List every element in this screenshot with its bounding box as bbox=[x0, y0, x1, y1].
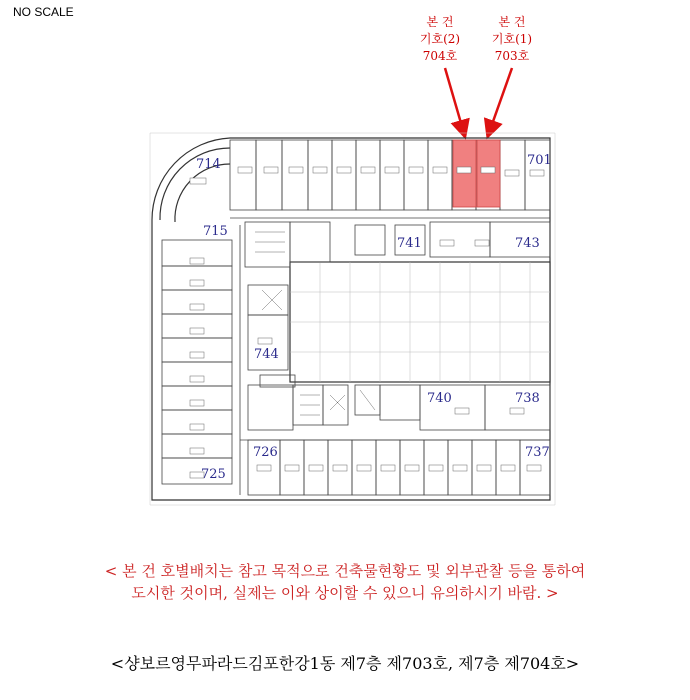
unit-label-741: 741 bbox=[397, 236, 422, 251]
unit-label-714: 714 bbox=[196, 157, 221, 172]
unit-label-701: 701 bbox=[527, 153, 552, 168]
arrow-704 bbox=[445, 68, 463, 130]
callout-703-line1: 본 건 bbox=[498, 15, 526, 29]
notice-line-1: < 본 건 호별배치는 참고 목적으로 건축물현황도 및 외부관찰 등을 통하여 bbox=[104, 562, 586, 580]
notice-line-2: 도시한 것이며, 실제는 이와 상이할 수 있으니 유의하시기 바람. > bbox=[131, 584, 559, 602]
plan-caption: <샹보르영무파라드김포한강1동 제7층 제703호, 제7층 제704호> bbox=[110, 654, 580, 673]
callout-703-line2: 기호(1) bbox=[491, 32, 533, 46]
unit-label-740: 740 bbox=[427, 391, 452, 406]
no-scale-label: NO SCALE bbox=[13, 5, 74, 19]
unit-label-726: 726 bbox=[253, 445, 278, 460]
unit-label-744: 744 bbox=[254, 347, 279, 362]
left-column-units bbox=[162, 225, 240, 495]
unit-label-725: 725 bbox=[201, 467, 226, 482]
callout-704-line3: 704호 bbox=[422, 49, 458, 63]
unit-label-743: 743 bbox=[515, 236, 540, 251]
callout-704-line2: 기호(2) bbox=[419, 32, 461, 46]
top-row-units bbox=[230, 140, 550, 218]
callout-703-line3: 703호 bbox=[494, 49, 530, 63]
callout-704-line1: 본 건 bbox=[426, 15, 454, 29]
unit-703-highlight bbox=[477, 140, 500, 207]
unit-label-715: 715 bbox=[203, 224, 228, 239]
unit-704-highlight bbox=[453, 140, 476, 207]
unit-label-737: 737 bbox=[525, 445, 550, 460]
unit-label-738: 738 bbox=[515, 391, 540, 406]
arrow-703 bbox=[490, 68, 512, 130]
left-room-tags bbox=[190, 258, 204, 478]
